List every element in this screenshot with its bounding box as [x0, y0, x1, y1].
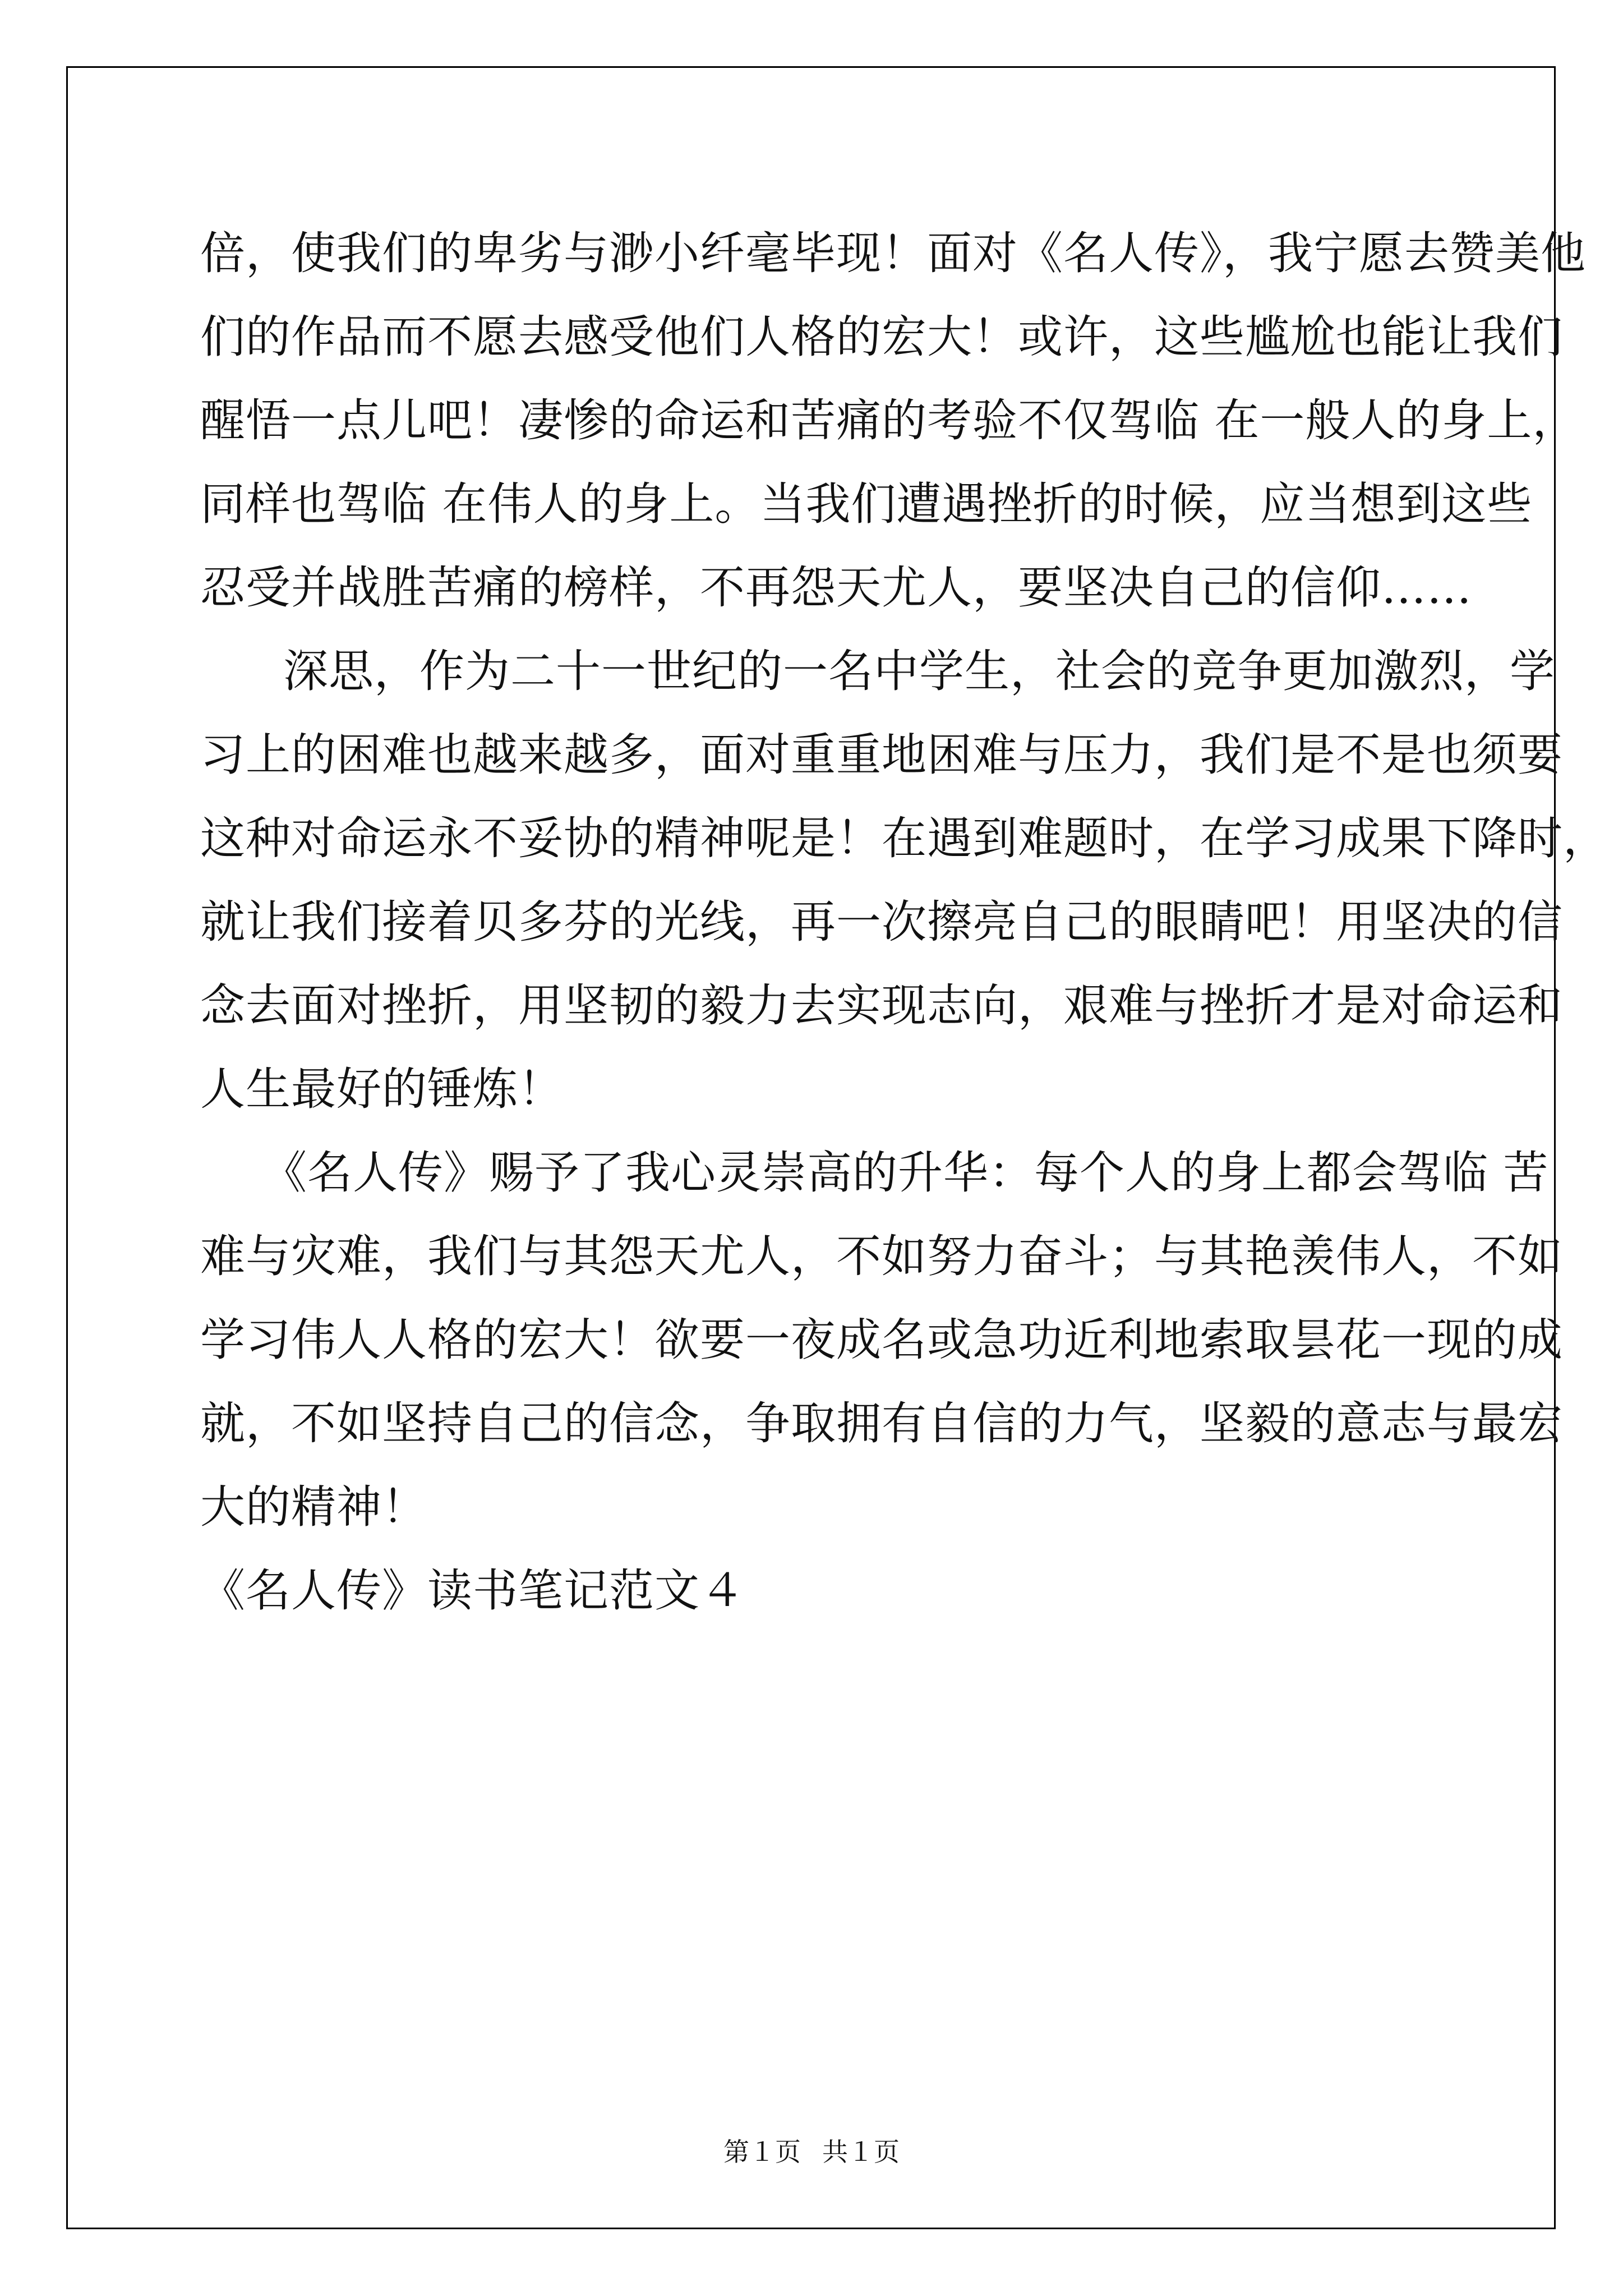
text-line: 人生最好的锤炼！	[200, 1063, 564, 1115]
document-body	[200, 211, 1608, 1632]
text-line: 同样也驾临 在伟人的身上。当我们遭遇挫折的时候，应当想到这些	[200, 478, 1533, 530]
text-line: 这种对命运永不妥协的精神呢是！在遇到难题时，在学习成果下降时，	[200, 812, 1608, 864]
section-heading: 《名人传》读书笔记范文４	[200, 1565, 745, 1617]
text-line: 忍受并战胜苦痛的榜样，不再怨天尤人，要坚决自己的信仰……	[200, 562, 1472, 614]
text-line: 就，不如坚持自己的信念，争取拥有自信的力气，坚毅的意志与最宏	[200, 1397, 1563, 1450]
page-footer	[0, 2135, 1623, 2169]
paragraph-1	[200, 211, 1586, 629]
text-line: 学习伟人人格的宏大！欲要一夜成名或急功近利地索取昙花一现的成	[200, 1314, 1563, 1366]
text-line: 念去面对挫折，用坚韧的毅力去实现志向，艰难与挫折才是对命运和	[200, 979, 1563, 1032]
text-line: 深思，作为二十一世纪的一名中学生，社会的竞争更加激烈，学	[283, 645, 1555, 697]
paragraph-2	[200, 629, 1608, 1131]
page-number: 第１页	[723, 2137, 801, 2167]
text-line: 就让我们接着贝多芬的光线，再一次擦亮自己的眼睛吧！用坚决的信	[200, 896, 1563, 948]
text-line: 大的精神！	[200, 1481, 427, 1533]
paragraph-3	[200, 1131, 1563, 1549]
page-total: 共１页	[822, 2137, 900, 2167]
text-line: 倍，使我们的卑劣与渺小纤毫毕现！面对《名人传》，我宁愿去赞美他	[200, 227, 1586, 279]
text-line: 醒悟一点儿吧！凄惨的命运和苦痛的考验不仅驾临 在一般人的身上，	[200, 394, 1578, 447]
text-line: 习上的困难也越来越多，面对重重地困难与压力，我们是不是也须要	[200, 729, 1563, 781]
text-line: 《名人传》赐予了我心灵崇高的升华：每个人的身上都会驾临 苦	[262, 1147, 1549, 1199]
text-line: 难与灾难，我们与其怨天尤人，不如努力奋斗；与其艳羡伟人，不如	[200, 1230, 1563, 1282]
text-line: 们的作品而不愿去感受他们人格的宏大！或许，这些尴尬也能让我们	[200, 311, 1563, 363]
